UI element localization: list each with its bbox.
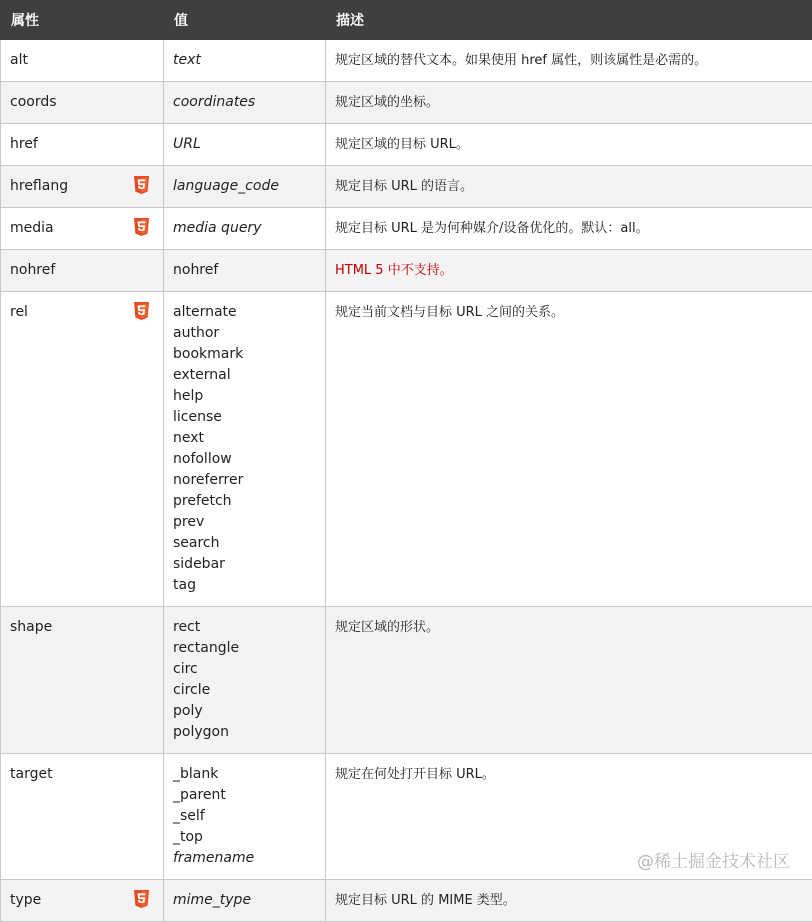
value-item: URL	[173, 134, 316, 155]
description-cell: 规定区域的目标 URL。	[326, 124, 812, 166]
attr-name: href	[10, 136, 38, 152]
header-desc: 描述	[326, 1, 812, 40]
value-item: alternate	[173, 302, 316, 323]
value-item: poly	[173, 701, 316, 722]
table-row	[1, 880, 812, 922]
value-item: bookmark	[173, 344, 316, 365]
value-item: nofollow	[173, 449, 316, 470]
table-row	[1, 124, 812, 166]
table-body	[1, 40, 812, 922]
value-item: help	[173, 386, 316, 407]
table-row	[1, 250, 812, 292]
value-item: text	[173, 50, 316, 71]
description-cell: 规定区域的坐标。	[326, 82, 812, 124]
table-row	[1, 40, 812, 82]
value-item: coordinates	[173, 92, 316, 113]
description-cell: 规定在何处打开目标 URL。	[326, 754, 812, 880]
value-cell	[164, 208, 326, 250]
value-item: search	[173, 533, 316, 554]
attr-cell	[1, 124, 164, 166]
attr-cell	[1, 292, 164, 607]
watermark: @稀土掘金技术社区	[637, 847, 790, 872]
attr-cell	[1, 82, 164, 124]
value-item: prefetch	[173, 491, 316, 512]
value-item: noreferrer	[173, 470, 316, 491]
html5-icon	[134, 890, 149, 908]
value-item: _parent	[173, 785, 316, 806]
value-item: rect	[173, 617, 316, 638]
description-cell: 规定当前文档与目标 URL 之间的关系。	[326, 292, 812, 607]
value-item: _blank	[173, 764, 316, 785]
value-item: next	[173, 428, 316, 449]
value-cell	[164, 754, 326, 880]
value-item: prev	[173, 512, 316, 533]
table-row	[1, 607, 812, 754]
value-cell	[164, 880, 326, 922]
value-item: polygon	[173, 722, 316, 743]
value-cell	[164, 250, 326, 292]
html5-icon	[134, 176, 149, 194]
value-item: mime_type	[173, 890, 316, 911]
value-item: external	[173, 365, 316, 386]
table-row	[1, 166, 812, 208]
table-row	[1, 292, 812, 607]
value-item: license	[173, 407, 316, 428]
value-item: language_code	[173, 176, 316, 197]
value-item: tag	[173, 575, 316, 596]
attr-cell	[1, 607, 164, 754]
value-item: nohref	[173, 260, 316, 281]
value-cell	[164, 124, 326, 166]
value-item: sidebar	[173, 554, 316, 575]
table-row	[1, 82, 812, 124]
description-cell: 规定区域的形状。	[326, 607, 812, 754]
attr-name: media	[10, 220, 54, 236]
attr-cell	[1, 754, 164, 880]
value-item: _self	[173, 806, 316, 827]
attr-name: target	[10, 766, 53, 782]
value-cell	[164, 292, 326, 607]
attr-cell	[1, 40, 164, 82]
attr-name: hreflang	[10, 178, 68, 194]
attr-cell	[1, 166, 164, 208]
description-cell: 规定目标 URL 是为何种媒介/设备优化的。默认：all。	[326, 208, 812, 250]
html5-icon	[134, 218, 149, 236]
attr-name: type	[10, 892, 41, 908]
value-item: framename	[173, 848, 316, 869]
value-cell	[164, 40, 326, 82]
attr-name: coords	[10, 94, 57, 110]
html5-icon	[134, 302, 149, 320]
value-item: _top	[173, 827, 316, 848]
description-cell: 规定目标 URL 的 MIME 类型。	[326, 880, 812, 922]
value-cell	[164, 166, 326, 208]
description-cell: 规定目标 URL 的语言。	[326, 166, 812, 208]
table-header	[1, 1, 812, 40]
description-cell: HTML 5 中不支持。	[326, 250, 812, 292]
attr-name: shape	[10, 619, 52, 635]
attr-name: alt	[10, 52, 28, 68]
header-value: 值	[164, 1, 326, 40]
table-row	[1, 208, 812, 250]
value-cell	[164, 82, 326, 124]
attr-name: rel	[10, 304, 28, 320]
attr-name: nohref	[10, 262, 55, 278]
value-item: rectangle	[173, 638, 316, 659]
value-item: media query	[173, 218, 316, 239]
value-item: author	[173, 323, 316, 344]
header-attr: 属性	[1, 1, 164, 40]
attr-cell	[1, 208, 164, 250]
value-item: circ	[173, 659, 316, 680]
attr-cell	[1, 250, 164, 292]
description-cell: 规定区域的替代文本。如果使用 href 属性，则该属性是必需的。	[326, 40, 812, 82]
value-cell	[164, 607, 326, 754]
value-item: circle	[173, 680, 316, 701]
attr-cell	[1, 880, 164, 922]
